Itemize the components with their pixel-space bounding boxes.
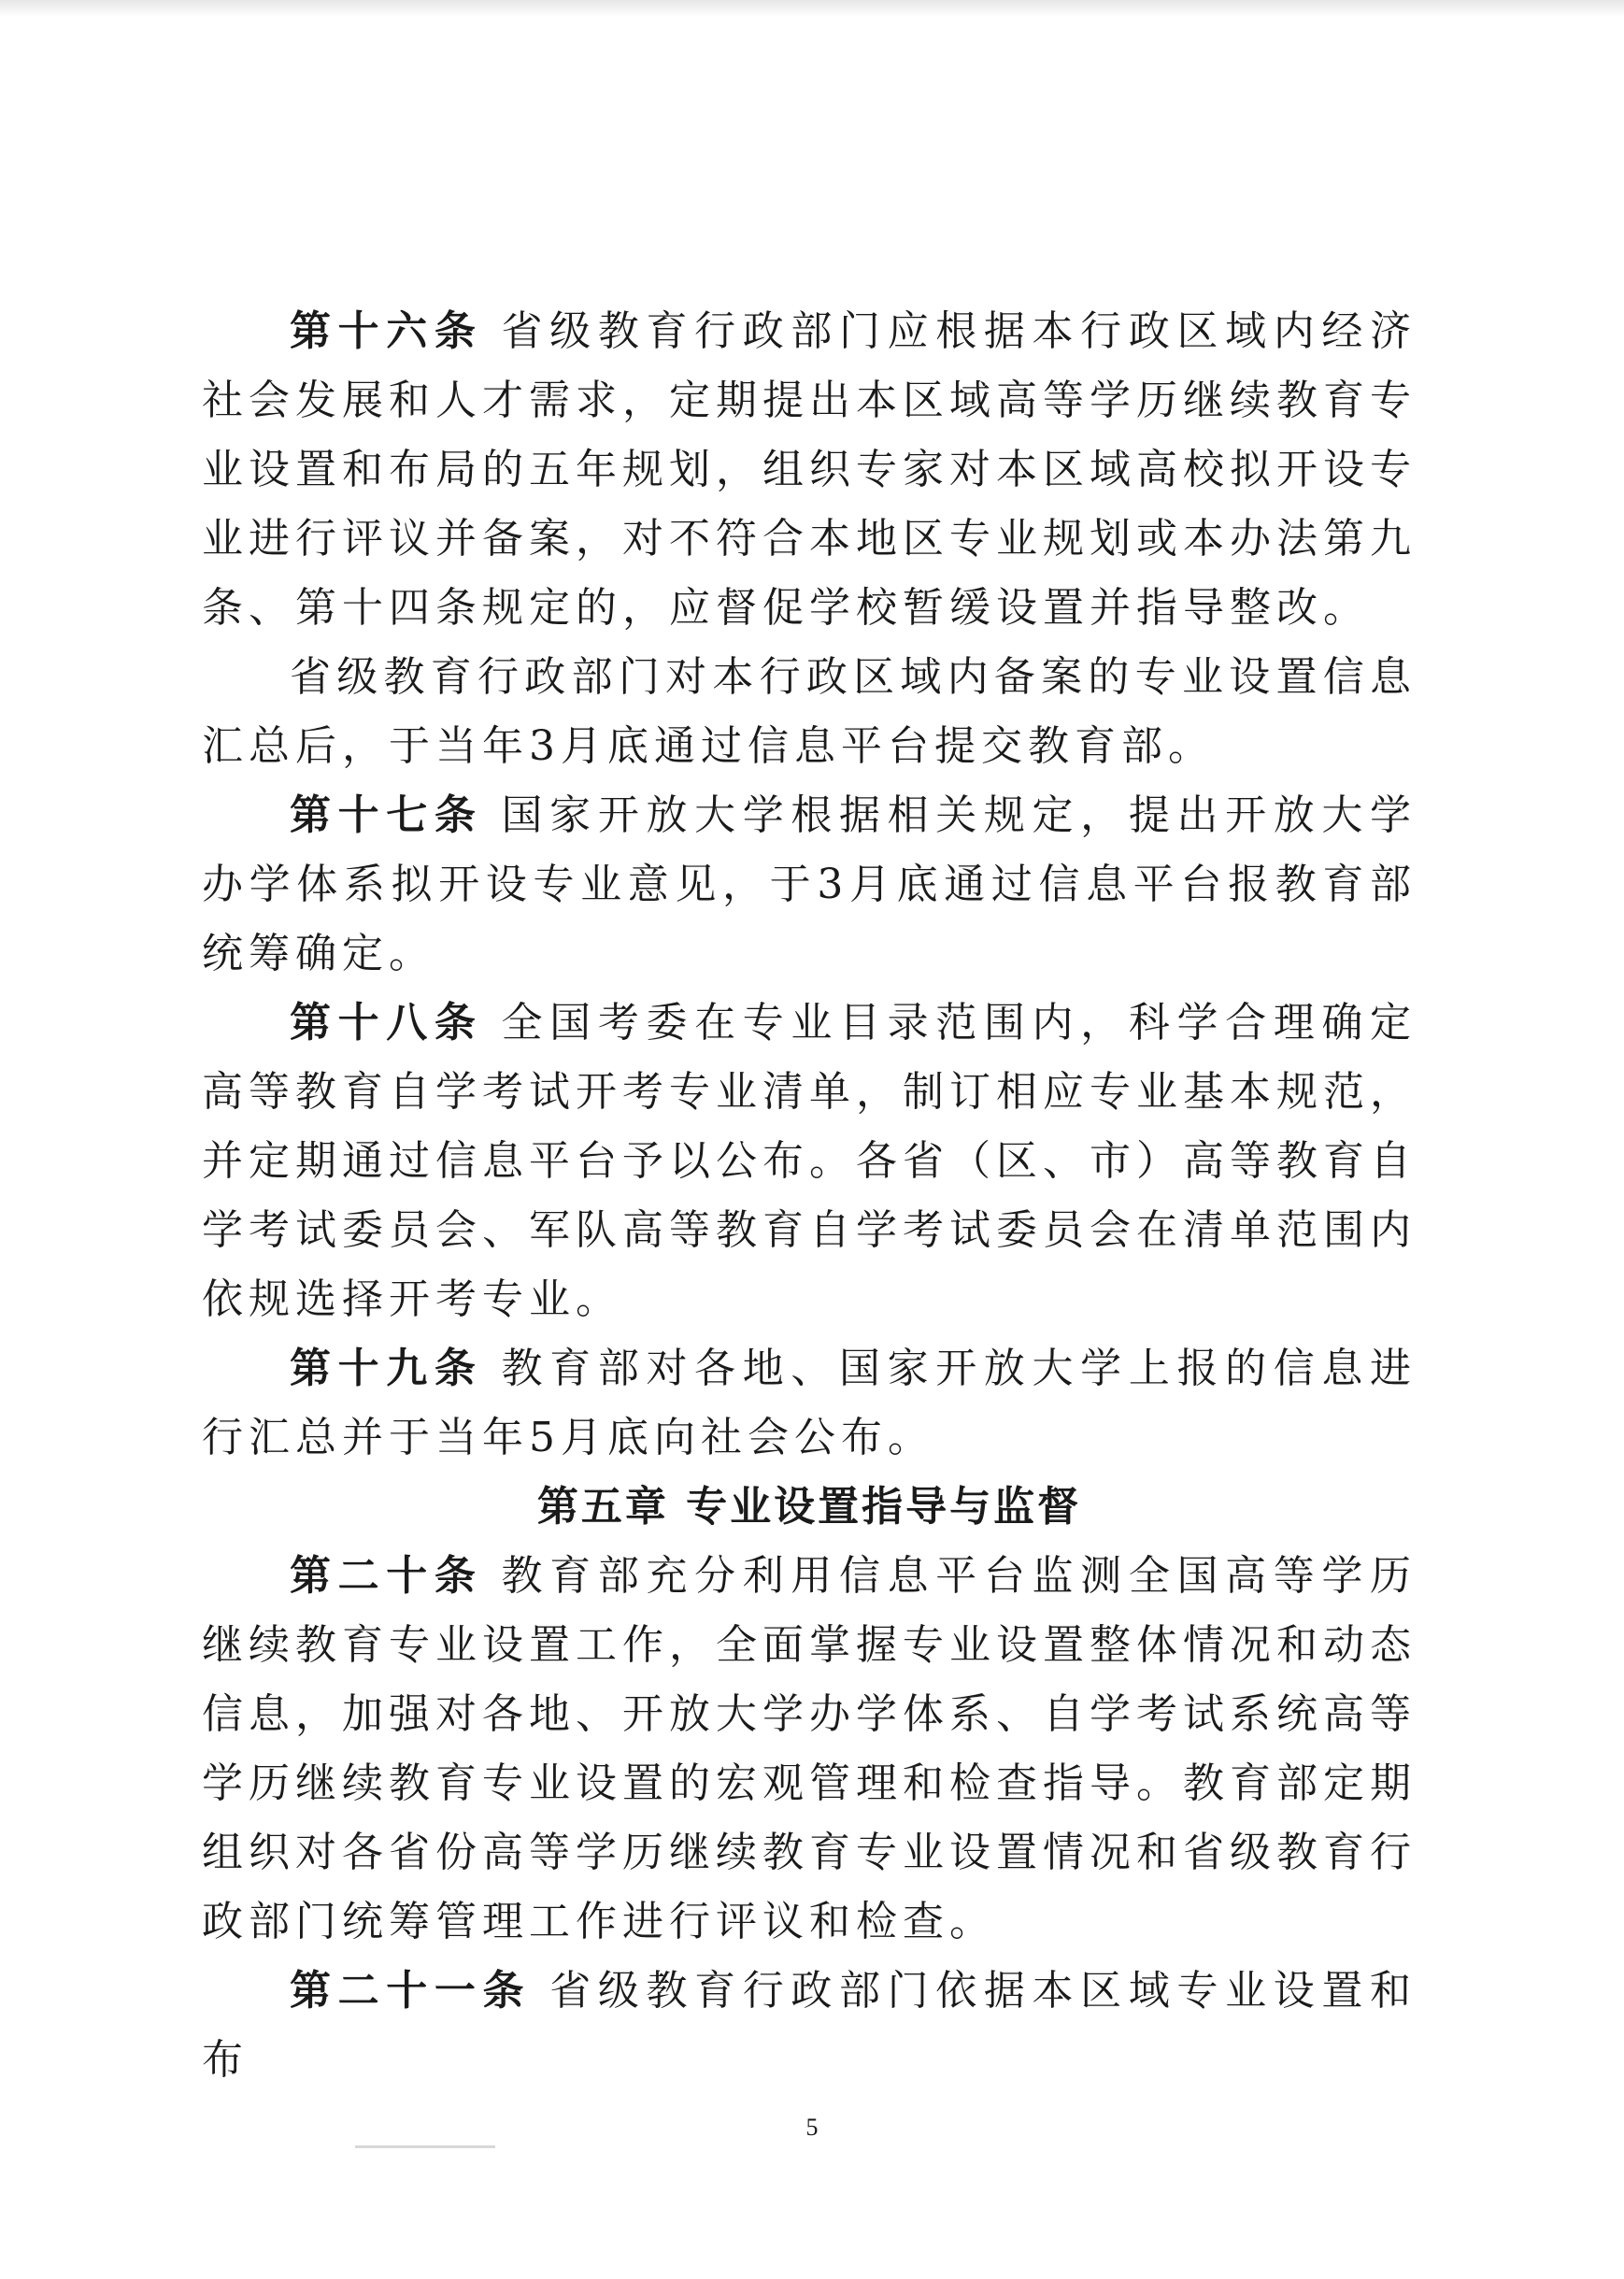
article-17-paragraph <box>202 781 1417 989</box>
scan-artifact <box>355 2145 495 2148</box>
article-20-label: 第二十条 <box>290 1552 483 1600</box>
article-18-text: 全国考委在专业目录范围内，科学合理确定高等教育自学考试开考专业清单，制订相应专业基本规范，并定期通过信息平台予以公布。各省（区、市）高等教育自学考试委员会、军队高等教育自学考试委员会在清单范围内依规选择开考专业。 <box>202 999 1417 1323</box>
article-16-text: 省级教育行政部门应根据本行政区域内经济社会发展和人才需求，定期提出本区域高等学历继续教育专业设置和布局的五年规划，组织专家对本区域高校拟开设专业进行评议并备案，对不符合本地区专业规划或本办法第九条、第十四条规定的，应督促学校暂缓设置并指导整改。 <box>202 307 1417 632</box>
article-19-label: 第十九条 <box>290 1345 483 1392</box>
article-17-text: 国家开放大学根据相关规定，提出开放大学办学体系拟开设专业意见，于3月底通过信息平台报教育部统筹确定。 <box>202 791 1417 977</box>
article-18-label: 第十八条 <box>290 999 483 1047</box>
article-20-paragraph <box>202 1542 1417 1957</box>
page-number: 5 <box>805 2114 819 2141</box>
article-18-paragraph <box>202 989 1417 1334</box>
article-21-text: 省级教育行政部门依据本区域专业设置和布 <box>202 1967 1417 2084</box>
article-16-label: 第十六条 <box>290 307 483 355</box>
article-21-label: 第二十一条 <box>290 1967 532 2015</box>
article-21-paragraph <box>202 1957 1417 2095</box>
article-19-text: 教育部对各地、国家开放大学上报的信息进行汇总并于当年5月底向社会公布。 <box>202 1345 1417 1461</box>
document-body <box>202 297 1417 2095</box>
article-19-paragraph <box>202 1334 1417 1473</box>
article-17-label: 第十七条 <box>290 791 483 839</box>
article-16-paragraph-2 <box>202 643 1417 781</box>
chapter-5-heading: 第五章 专业设置指导与监督 <box>536 1483 1082 1531</box>
article-16-paragraph <box>202 297 1417 643</box>
article-20-text: 教育部充分利用信息平台监测全国高等学历继续教育专业设置工作，全面掌握专业设置整体情况和动态信息，加强对各地、开放大学办学体系、自学考试系统高等学历继续教育专业设置的宏观管理和检查指导。教育部定期组织对各省份高等学历继续教育专业设置情况和省级教育行政部门统筹管理工作进行评议和检查。 <box>202 1552 1417 1945</box>
article-16-text-2: 省级教育行政部门对本行政区域内备案的专业设置信息汇总后，于当年3月底通过信息平台提交教育部。 <box>202 653 1417 770</box>
scan-edge-shadow <box>0 0 1624 17</box>
